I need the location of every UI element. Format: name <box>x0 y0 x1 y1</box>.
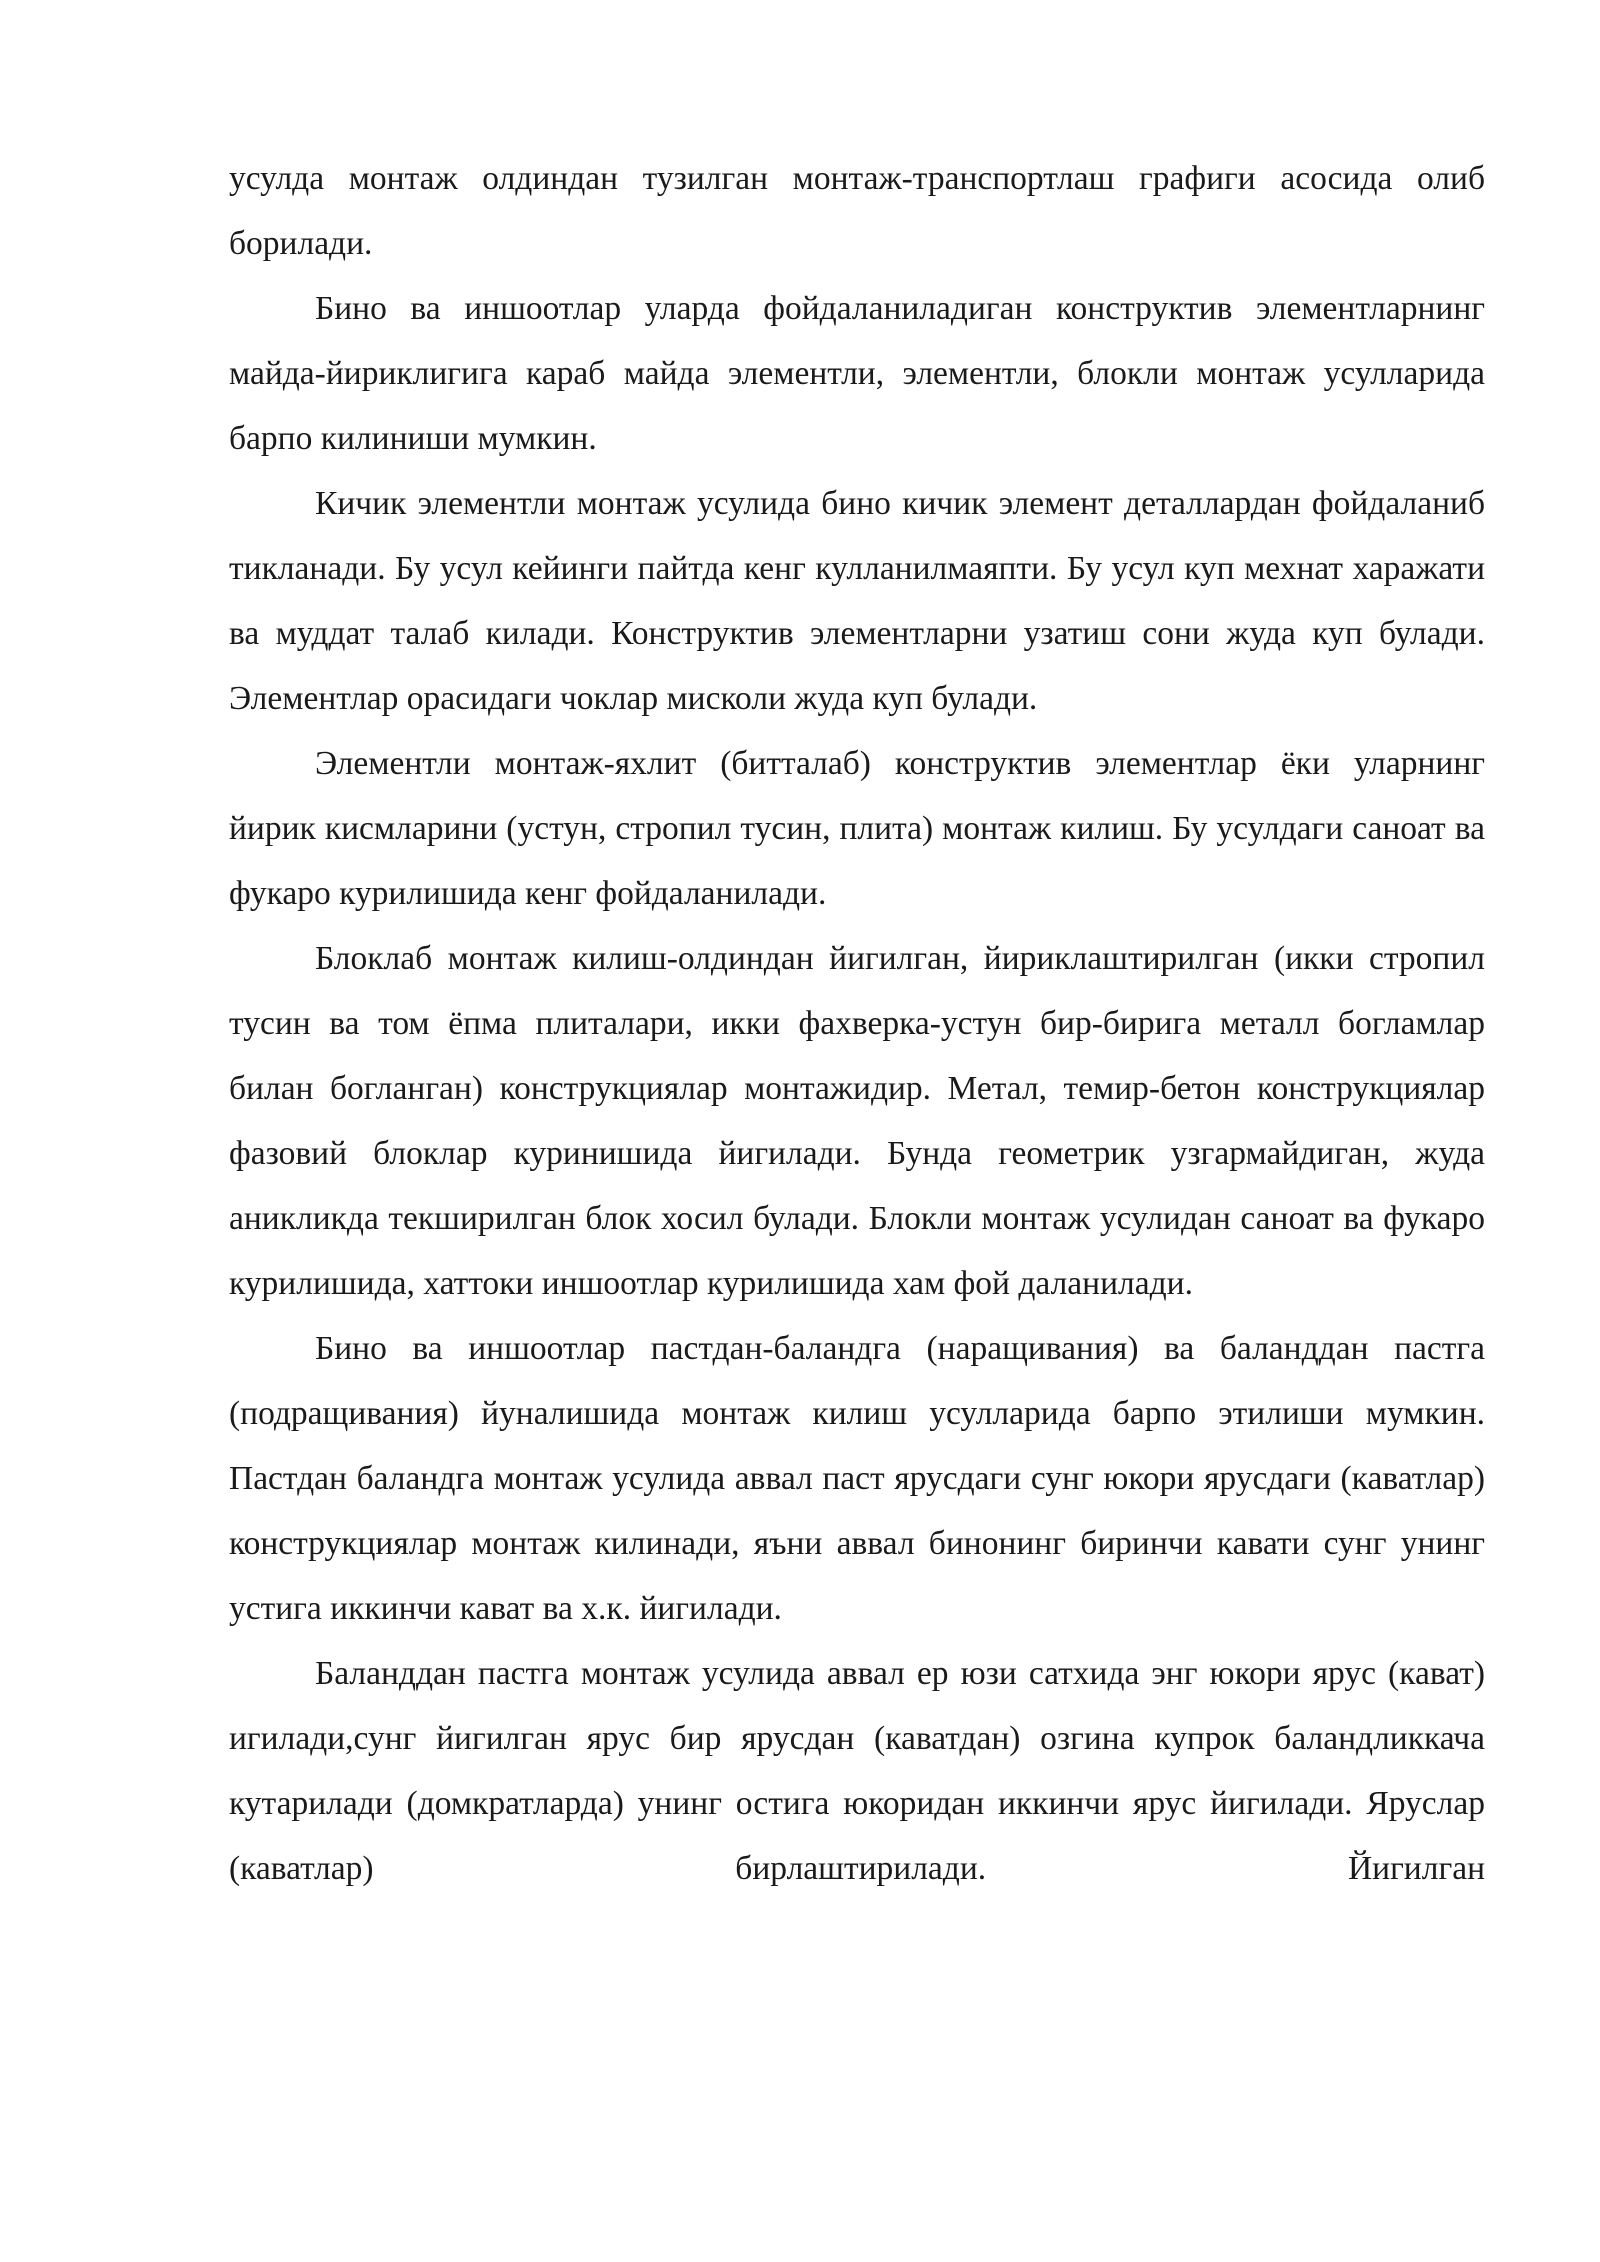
paragraph-5: Блоклаб монтаж килиш-олдиндан йигилган, йириклаштирилган (икки стропил тусин ва том ёпма плиталари, икки фахверка-устун бир-бирига металл богламлар билан богланган) конструкциялар монтажидир. Метал, темир-бетон конструкциялар фазовий блоклар куринишида йигилади. Бунда геометрик узгармайдиган, жуда аникликда текширилган блок хосил булади. Блокли монтаж усулидан саноат ва фукаро курилишида, хаттоки иншоотлар курилишида хам фой даланилади. <box>229 940 1485 1302</box>
paragraph-4: Элементли монтаж-яхлит (битталаб) конструктив элементлар ёки уларнинг йирик кисмларини (устун, стропил тусин, плита) монтаж килиш. Бу усулдаги саноат ва фукаро курилишида кенг фойдаланилади. <box>229 745 1485 912</box>
paragraph-6: Бино ва иншоотлар пастдан-баландга (наращивания) ва баланддан пастга (подращивания) йуналишида монтаж килиш усулларида барпо этилиши мумкин. Пастдан баландга монтаж усулида аввал паст ярусдаги сунг юкори ярусдаги (каватлар) конструкциялар монтаж килинади, яъни аввал бинонинг биринчи кавати сунг унинг устига иккинчи кават ва х.к. йигилади. <box>229 1330 1485 1627</box>
paragraph-3: Кичик элементли монтаж усулида бино кичик элемент деталлардан фойдаланиб тикланади. Бу усул кейинги пайтда кенг кулланилмаяпти. Бу усул куп мехнат харажати ва муддат талаб килади. Конструктив элементларни узатиш сони жуда куп булади. Элементлар орасидаги чоклар мисколи жуда куп булади. <box>229 485 1485 717</box>
paragraph-2: Бино ва иншоотлар уларда фойдаланиладиган конструктив элементларнинг майда-йириклигига караб майда элементли, элементли, блокли монтаж усулларида барпо килиниши мумкин. <box>229 290 1485 457</box>
paragraph-7: Баланддан пастга монтаж усулида аввал ер юзи сатхида энг юкори ярус (кават) игилади,сунг йигилган ярус бир ярусдан (каватдан) озгина купрок баландликкача кутарилади (домкратларда) унинг остига юкоридан иккинчи ярус йигилади. Яруслар (каватлар) бирлаштирилади. Йигилган <box>229 1655 1485 1887</box>
paragraph-1: усулда монтаж олдиндан тузилган монтаж-транспортлаш графиги асосида олиб борилади. <box>229 160 1485 262</box>
document-page <box>229 146 1485 1901</box>
